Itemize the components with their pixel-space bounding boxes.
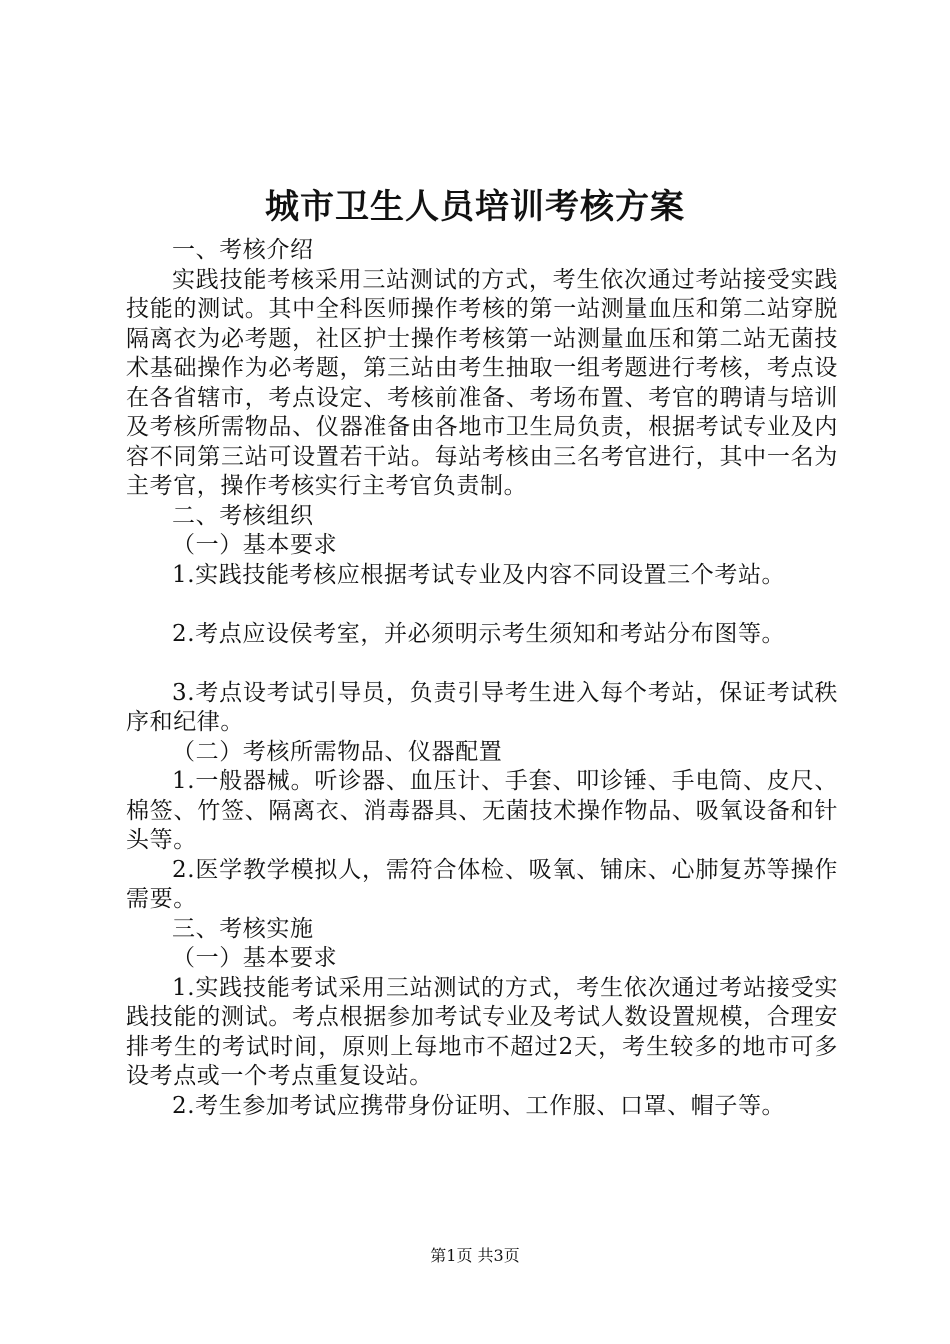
- list-item: 2.医学教学模拟人，需符合体检、吸氧、铺床、心肺复苏等操作需要。: [126, 856, 838, 912]
- list-item: 1.实践技能考核应根据考试专业及内容不同设置三个考站。: [172, 561, 786, 588]
- section-heading: 一、考核介绍: [172, 237, 314, 263]
- list-item: 3.考点设考试引导员，负责引导考生进入每个考站，保证考试秩序和纪律。: [126, 679, 838, 735]
- list-item: 2.考生参加考试应携带身份证明、工作服、口罩、帽子等。: [172, 1092, 786, 1119]
- subsection-heading: （一）基本要求: [172, 532, 338, 558]
- subsection-heading: （二）考核所需物品、仪器配置: [172, 738, 503, 765]
- document-title: 城市卫生人员培训考核方案: [265, 187, 685, 227]
- section-heading: 三、考核实施: [172, 915, 314, 942]
- subsection-heading: （一）基本要求: [172, 945, 338, 971]
- list-item: 1.实践技能考试采用三站测试的方式，考生依次通过考站接受实践技能的测试。考点根据参加考试专业及考试人数设置规模，合理安排考生的考试时间，原则上每地市不超过2天，考生较多的地市可多设考点或一个考点重复设站。: [126, 974, 838, 1089]
- section-heading: 二、考核组织: [172, 502, 314, 529]
- document-body: [126, 236, 838, 1121]
- list-item: 1.一般器械。听诊器、血压计、手套、叩诊锤、手电筒、皮尺、棉签、竹签、隔离衣、消毒器具、无菌技术操作物品、吸氧设备和针头等。: [126, 768, 838, 853]
- list-item: 2.考点应设侯考室，并必须明示考生须知和考站分布图等。: [172, 620, 786, 647]
- paragraph: 实践技能考核采用三站测试的方式，考生依次通过考站接受实践技能的测试。其中全科医师操作考核的第一站测量血压和第二站穿脱隔离衣为必考题，社区护士操作考核第一站测量血压和第二站无菌技术基础操作为必考题，第三站由考生抽取一组考题进行考核，考点设在各省辖市，考点设定、考核前准备、考场布置、考官的聘请与培训及考核所需物品、仪器准备由各地市卫生局负责，根据考试专业及内容不同第三站可设置若干站。每站考核由三名考官进行，其中一名为主考官，操作考核实行主考官负责制。: [126, 266, 838, 499]
- page-footer: 第1页 共3页: [430, 1246, 520, 1265]
